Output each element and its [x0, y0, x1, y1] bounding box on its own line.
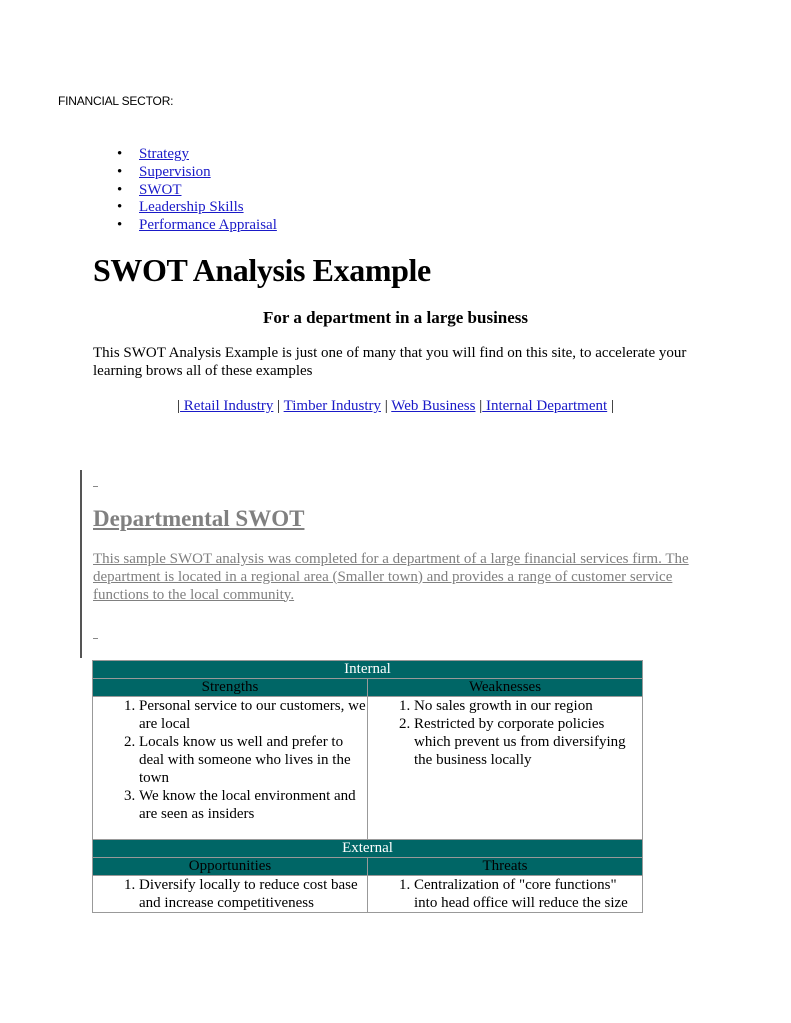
nav-link-leadership-skills[interactable]: Leadership Skills — [139, 199, 244, 216]
nav-link-strategy[interactable]: Strategy — [139, 146, 189, 162]
external-header: External — [93, 840, 643, 858]
weaknesses-cell — [368, 697, 643, 840]
opportunity-item: 1. Diversify locally to reduce cost base and increase competitiveness — [139, 876, 367, 912]
strengths-header: Strengths — [93, 679, 368, 697]
bullet-icon: • — [117, 163, 123, 180]
section-heading[interactable]: Departmental SWOT — [93, 506, 305, 531]
strength-item: 1. Personal service to our customers, we are local — [139, 697, 367, 733]
intro-paragraph: This SWOT Analysis Example is just one of many that you will find on this site, to accelerate your learning brows all of these examples — [93, 345, 687, 379]
bullet-icon: • — [117, 146, 123, 162]
opportunities-header: Opportunities — [93, 858, 368, 876]
threat-item: 1. Centralization of "core functions" into head office will reduce the size — [414, 876, 642, 912]
separator: | — [610, 398, 614, 414]
small-divider — [93, 638, 98, 639]
link-web-business[interactable]: Web Business — [391, 398, 476, 414]
quote-bar — [80, 470, 82, 658]
threats-header: Threats — [368, 858, 643, 876]
nav-item-swot — [117, 181, 277, 200]
nav-link-performance-appraisal[interactable]: Performance Appraisal — [139, 217, 277, 234]
opportunities-cell — [93, 876, 368, 913]
weaknesses-list — [368, 697, 642, 769]
sector-label: FINANCIAL SECTOR: — [58, 94, 174, 108]
threats-cell — [368, 876, 643, 913]
weakness-item: 2. Restricted by corporate policies which prevent us from diversifying the business locally — [414, 715, 642, 769]
strengths-cell — [93, 697, 368, 840]
strength-item: 2. Locals know us well and prefer to deal with someone who lives in the town — [139, 733, 367, 787]
link-timber-industry[interactable]: Timber Industry — [283, 398, 381, 414]
separator: | — [384, 398, 388, 414]
bullet-icon: • — [117, 217, 123, 234]
link-internal-department[interactable]: Internal Department — [482, 398, 608, 414]
internal-header: Internal — [93, 661, 643, 679]
nav-link-supervision[interactable]: Supervision — [139, 163, 211, 180]
separator: | — [479, 398, 483, 414]
threats-list — [368, 876, 642, 912]
swot-table — [92, 660, 643, 913]
bullet-icon: • — [117, 199, 123, 216]
bullet-icon: • — [117, 181, 123, 198]
page-title: SWOT Analysis Example — [93, 252, 431, 288]
site-nav-list — [117, 146, 277, 235]
nav-item-supervision — [117, 163, 277, 182]
nav-item-strategy — [117, 146, 277, 164]
opportunities-list — [93, 876, 367, 912]
section-description[interactable]: This sample SWOT analysis was completed for a department of a large financial services firm. The department is located in a regional area (Smaller town) and provides a range of customer service functions to the local community. — [93, 551, 689, 603]
separator: | — [277, 398, 281, 414]
nav-link-swot[interactable]: SWOT — [139, 181, 182, 198]
nav-item-appraisal — [117, 217, 277, 235]
nav-item-leadership — [117, 199, 277, 217]
separator: | — [177, 398, 181, 414]
industry-links — [0, 398, 791, 415]
page-subtitle: For a department in a large business — [262, 308, 529, 327]
link-retail-industry[interactable]: Retail Industry — [180, 398, 274, 414]
small-divider — [93, 486, 98, 487]
strengths-list — [93, 697, 367, 823]
strength-item: 3. We know the local environment and are seen as insiders — [139, 787, 367, 823]
weakness-item: 1. No sales growth in our region — [414, 697, 642, 715]
weaknesses-header: Weaknesses — [368, 679, 643, 697]
